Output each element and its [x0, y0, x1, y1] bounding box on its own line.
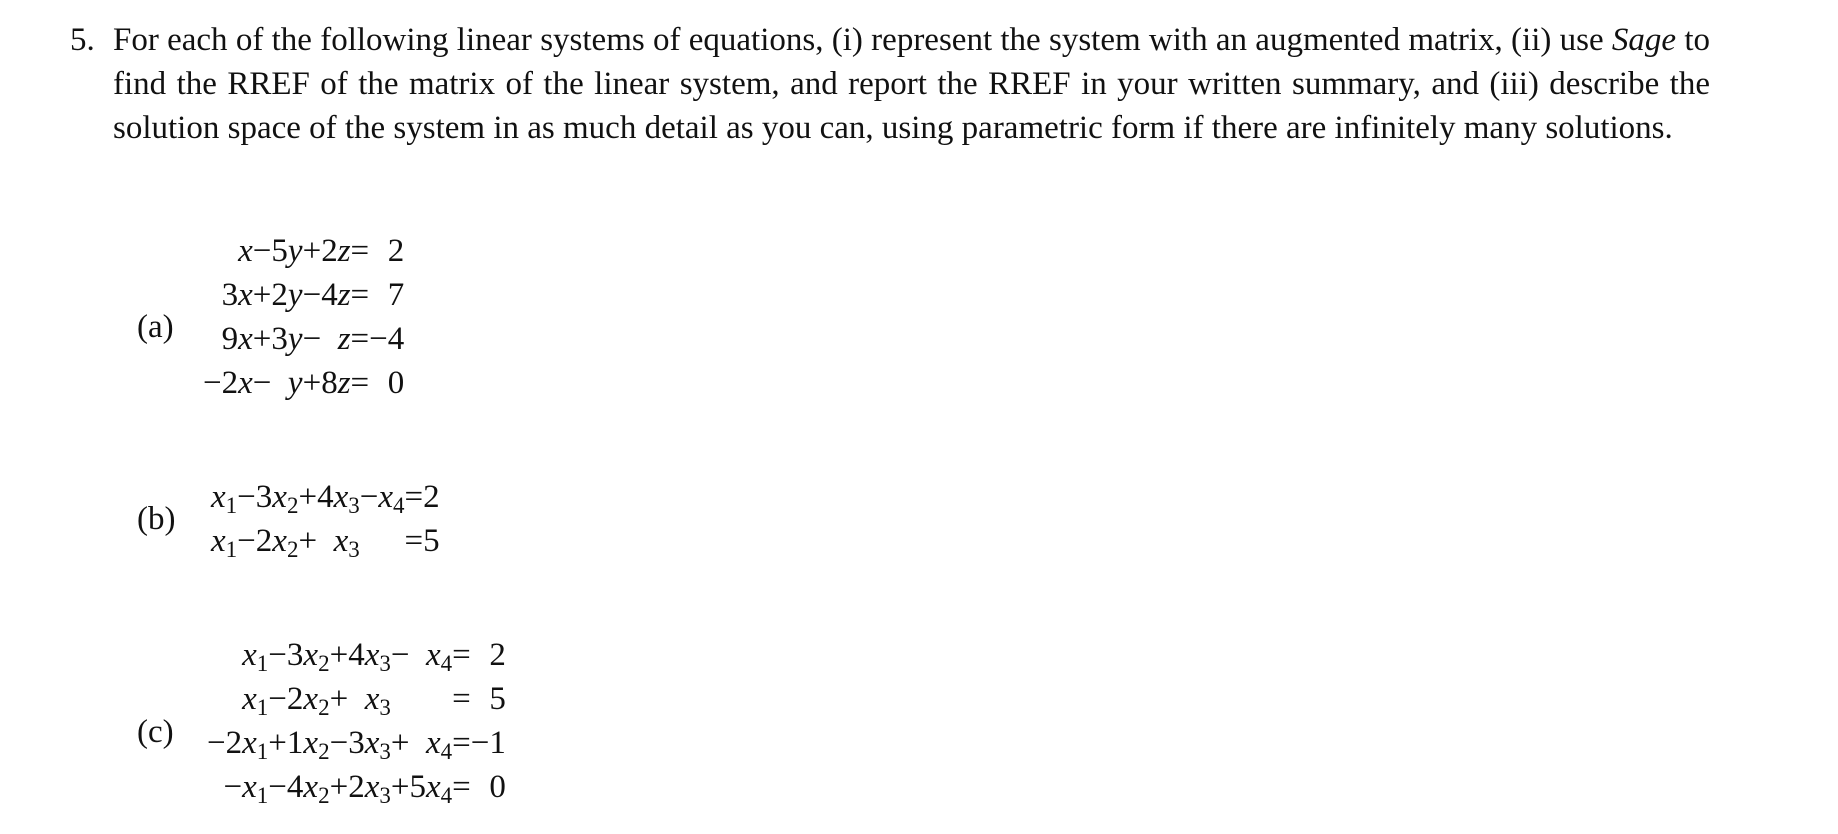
operator: +	[298, 479, 318, 515]
variable-subscript: 3	[348, 537, 360, 562]
variable-subscript: 1	[256, 783, 269, 808]
variable-subscript: 3	[379, 695, 391, 720]
coefficient: 3	[348, 725, 365, 761]
term-3	[321, 317, 350, 361]
term-1	[207, 721, 268, 765]
coefficient: 1	[286, 725, 304, 761]
right-hand-side: 2	[489, 637, 506, 673]
sage-software-name: Sage	[1611, 22, 1677, 58]
right-hand-side: 2	[423, 479, 440, 515]
operator: +	[302, 233, 322, 269]
variable: x	[238, 321, 253, 357]
variable-subscript: 2	[286, 537, 299, 562]
operator: +	[390, 769, 410, 805]
variable: x	[425, 769, 441, 805]
variable: y	[287, 365, 303, 401]
variable-subscript: 1	[256, 695, 269, 720]
variable-subscript: 2	[286, 493, 299, 518]
equals-sign: =	[404, 479, 424, 515]
term-2	[256, 519, 299, 563]
term-1	[203, 273, 253, 317]
equation-row	[207, 721, 506, 765]
coefficient: 3	[271, 321, 288, 357]
variable: z	[337, 365, 351, 401]
term-1	[211, 475, 237, 519]
term-4	[409, 721, 452, 765]
variable: x	[242, 725, 257, 761]
term-2	[287, 677, 330, 721]
right-hand-side: 2	[387, 233, 405, 269]
term-4	[409, 633, 452, 677]
variable: x	[303, 769, 319, 805]
variable: x	[211, 479, 226, 515]
term-1	[207, 633, 268, 677]
variable: x	[378, 479, 393, 515]
coefficient: 4	[348, 637, 365, 673]
term-4	[378, 519, 404, 563]
term-4	[378, 475, 404, 519]
system-b-rows	[211, 475, 440, 563]
variable: x	[303, 681, 319, 717]
equals-sign: =	[452, 725, 471, 761]
right-hand-side: −4	[369, 321, 405, 357]
right-hand-side: 0	[387, 365, 405, 401]
operator: +	[390, 725, 410, 761]
variable: x	[364, 681, 380, 717]
right-hand-side: −1	[470, 725, 506, 761]
term-2	[271, 273, 302, 317]
equals-sign: =	[404, 523, 424, 559]
variable: x	[364, 769, 380, 805]
variable: x	[425, 725, 441, 761]
operator: +	[329, 681, 349, 717]
problem-statement	[70, 18, 1710, 150]
operator: +	[329, 769, 349, 805]
part-a-label: (a)	[137, 309, 174, 345]
system-a	[203, 229, 404, 405]
variable: x	[333, 479, 349, 515]
operator	[360, 519, 379, 563]
variable: x	[242, 637, 257, 673]
equation-row	[211, 519, 440, 563]
equation-row	[203, 361, 404, 405]
operator: −	[268, 637, 287, 673]
term-1	[203, 229, 253, 273]
system-b	[211, 475, 440, 563]
variable-subscript: 4	[440, 651, 453, 676]
variable: x	[238, 365, 253, 401]
operator: +	[252, 277, 272, 313]
coefficient: 4	[317, 479, 334, 515]
variable-subscript: 4	[440, 783, 453, 808]
term-3	[321, 229, 350, 273]
equals-sign: =	[350, 365, 370, 401]
right-hand-side: 0	[489, 769, 506, 805]
coefficient: 2	[271, 277, 288, 313]
term-4	[409, 677, 452, 721]
coefficient: −2	[207, 725, 243, 761]
variable: z	[337, 277, 351, 313]
operator: −	[268, 681, 287, 717]
operator: +	[329, 637, 349, 673]
term-2	[256, 475, 299, 519]
coefficient: 2	[321, 233, 338, 269]
system-c	[207, 633, 506, 809]
term-2	[271, 361, 302, 405]
term-3	[348, 765, 391, 809]
equation-row	[207, 677, 506, 721]
term-1	[211, 519, 237, 563]
term-3	[348, 677, 391, 721]
term-1	[207, 677, 268, 721]
coefficient: 5	[271, 233, 288, 269]
variable: y	[287, 277, 303, 313]
operator: −	[237, 523, 256, 559]
operator: −	[252, 233, 272, 269]
term-3	[321, 273, 350, 317]
term-1	[203, 317, 253, 361]
equals-sign: =	[452, 681, 471, 717]
operator: −	[302, 277, 322, 313]
operator: −	[359, 479, 379, 515]
equals-sign: =	[452, 637, 471, 673]
operator: +	[302, 365, 322, 401]
coefficient: −2	[203, 365, 239, 401]
variable: x	[272, 479, 287, 515]
equation-row	[211, 475, 440, 519]
right-hand-side: 5	[489, 681, 506, 717]
problem-text-part2: to find the RREF of the matrix of the linear system, and report the RREF in your written summary, and (iii) describe the solution space of the system in as much detail as you can, using parametric form if there are infinitely many solutions.	[113, 22, 1711, 146]
term-2	[287, 765, 330, 809]
term-2	[287, 721, 330, 765]
equals-sign: =	[350, 233, 370, 269]
variable: x	[238, 277, 253, 313]
operator: +	[252, 321, 272, 357]
variable: x	[303, 725, 319, 761]
variable-subscript: 2	[318, 783, 330, 808]
equation-row	[207, 633, 506, 677]
variable-subscript: 4	[393, 493, 405, 518]
equals-sign: =	[350, 277, 370, 313]
variable: x	[272, 523, 287, 559]
term-3	[321, 361, 350, 405]
variable-subscript: 3	[379, 739, 391, 764]
variable: x	[242, 681, 257, 717]
variable-subscript: 3	[379, 651, 391, 676]
problem-text-part1: For each of the following linear systems of equations, (i) represent the system with an augmented matrix, (ii) use	[113, 22, 1612, 58]
variable: x	[425, 637, 441, 673]
equals-sign: =	[350, 321, 370, 357]
equals-sign: =	[452, 769, 471, 805]
variable-subscript: 1	[225, 537, 238, 562]
part-c-label: (c)	[137, 714, 174, 750]
problem-number: 5.	[70, 22, 95, 58]
operator	[391, 677, 410, 721]
operator: −	[268, 769, 287, 805]
system-c-rows	[207, 633, 506, 809]
coefficient: 4	[321, 277, 338, 313]
variable-subscript: 1	[225, 493, 238, 518]
coefficient: 8	[321, 365, 338, 401]
operator: −	[329, 725, 349, 761]
variable: x	[364, 637, 380, 673]
term-2	[271, 229, 302, 273]
term-3	[348, 633, 391, 677]
variable-subscript: 4	[440, 739, 453, 764]
operator: −	[252, 365, 272, 401]
coefficient: 4	[286, 769, 304, 805]
variable: x	[364, 725, 380, 761]
variable: z	[337, 233, 351, 269]
variable: x	[303, 637, 319, 673]
coefficient: 3	[255, 479, 273, 515]
right-hand-side: 7	[387, 277, 405, 313]
problem-text	[113, 18, 1710, 150]
term-3	[317, 475, 360, 519]
operator: −	[302, 321, 322, 357]
variable: x	[333, 523, 349, 559]
operator: +	[268, 725, 287, 761]
system-a-rows	[203, 229, 404, 405]
variable-subscript: 1	[256, 739, 269, 764]
coefficient: −	[223, 769, 243, 805]
coefficient: 3	[221, 277, 239, 313]
term-4	[409, 765, 452, 809]
coefficient: 5	[409, 769, 426, 805]
operator: +	[298, 523, 318, 559]
variable-subscript: 2	[318, 695, 330, 720]
variable: z	[337, 321, 351, 357]
operator: −	[237, 479, 256, 515]
right-hand-side: 5	[423, 523, 440, 559]
variable: x	[211, 523, 226, 559]
term-3	[317, 519, 360, 563]
coefficient: 2	[348, 769, 365, 805]
term-1	[207, 765, 268, 809]
term-1	[203, 361, 253, 405]
coefficient: 3	[286, 637, 304, 673]
coefficient: 2	[286, 681, 304, 717]
variable-subscript: 3	[379, 783, 391, 808]
variable: x	[242, 769, 257, 805]
term-3	[348, 721, 391, 765]
equation-row	[203, 317, 404, 361]
part-b-label: (b)	[137, 501, 176, 537]
variable: x	[238, 233, 253, 269]
variable-subscript: 1	[256, 651, 269, 676]
term-2	[287, 633, 330, 677]
variable-subscript: 2	[318, 739, 330, 764]
variable: y	[287, 321, 303, 357]
coefficient: 9	[221, 321, 239, 357]
variable: y	[287, 233, 303, 269]
term-2	[271, 317, 302, 361]
variable-subscript: 2	[318, 651, 330, 676]
equation-row	[203, 273, 404, 317]
operator: −	[390, 637, 410, 673]
coefficient: 2	[255, 523, 273, 559]
variable-subscript: 3	[348, 493, 360, 518]
equation-row	[207, 765, 506, 809]
equation-row	[203, 229, 404, 273]
